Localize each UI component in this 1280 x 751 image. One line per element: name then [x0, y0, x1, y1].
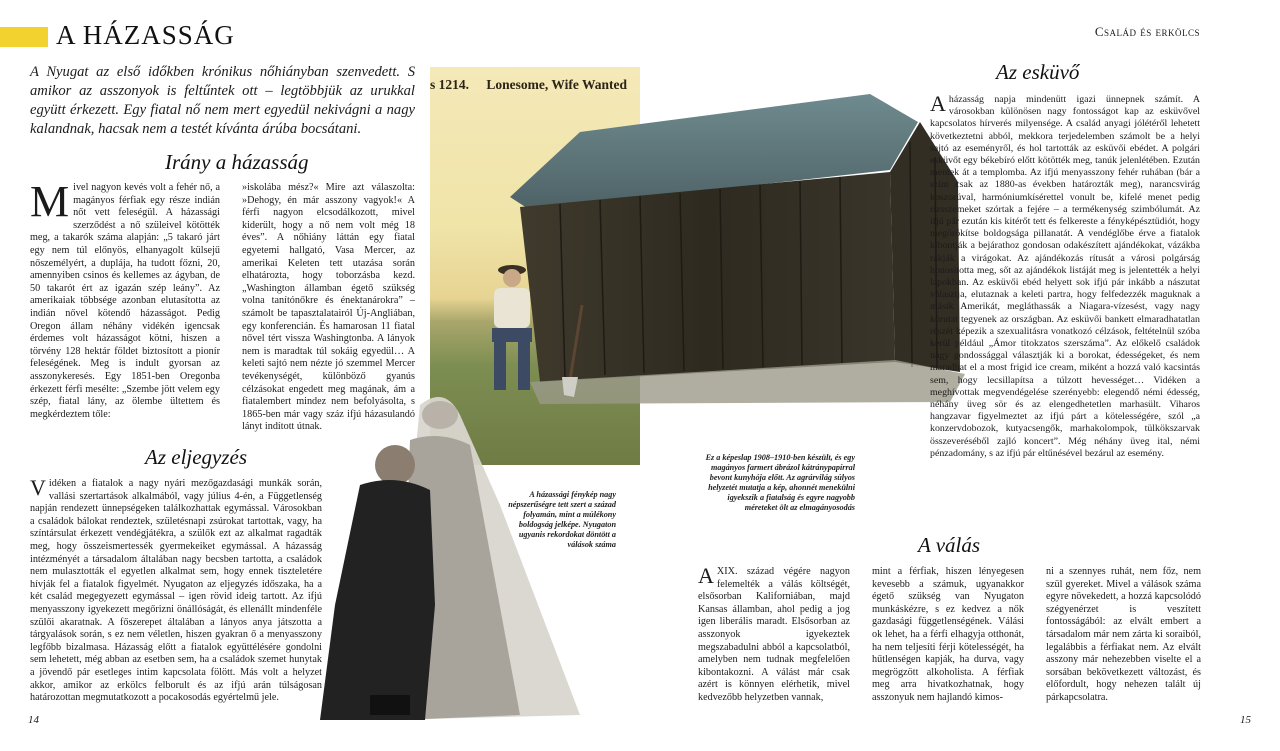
dropcap-m: M [30, 177, 70, 226]
valas-col-1-text: XIX. század végére nagyon felemelték a válás költségét, elsősorban Kaliforniában, majd Kansas államban, ahol pedig a jog igen liberális maradt. Elsősorban az asszonyok igyekeztek megszabadulni abból a kapcsolatból, amelyben nem tudnak megfelelően kibontakozni. A válást már csak azért is könnyen elérhetik, mivel kedvezőbb helyzetben vannak, [698, 566, 850, 703]
groom-head [375, 445, 415, 485]
section-label: Család és erkölcs [1094, 24, 1200, 39]
heading-eskuvo: Az esküvő [996, 60, 1080, 84]
eljegyzes-text [30, 475, 322, 705]
groom-suit [320, 480, 435, 720]
postcard-caption: Ez a képeslap 1908–1910-ben készült, és egy magányos farmert ábrázol kátránypapírral bevont kunyhója előtt. Az agrárvilág súlyos helyzetét mutatja a kép, ahonnét menekülni igyekszik a fiatalság és egyre nagyobb méreteket ölt az elmagányosodás [705, 453, 855, 512]
postcard-title: Lonesome, Wife Wanted [486, 77, 628, 92]
dropcap-a-valas: A [698, 563, 714, 588]
page-number-left: 14 [28, 714, 39, 726]
valas-col-2: mint a férfiak, hiszen lényegesen kevesebb a számuk, ugyanakkor égető szükség van Nyugaton munkáskézre, s ez kedvez a nők gazdasági függetlenségének. Válási ok lehet, ha a férfi elhagyja otthonát, ha nem teljesíti férji kötelességét, ha hűtlenségen kapják, ha durva, vagy megrögzött alkoholista. A férfiak meg arra hivatkozhatnak, hogy asszonyuk nem hajlandó kimos- [872, 566, 1024, 703]
couple-caption: A házassági fénykép nagy népszerűségre tett szert a század folyamán, mint a múlékony boldogság jelképe. Nyugaton ugyanis rekordokat döntött a válások száma [508, 490, 616, 549]
postcard-number: s 1214. [430, 77, 470, 92]
bride-head [422, 401, 458, 429]
eskuvo-text [930, 91, 1200, 460]
irany-col-1 [30, 177, 220, 421]
page-title: A HÁZASSÁG [56, 20, 235, 50]
eljegyzes-body: idéken a fiatalok a nagy nyári mezőgazdasági munkák során, vallási szertartások alkalmából, vagy július 4-én, a Függetlenség napján rendezett ünnepségeken találkozhattak egymással. Városokban a családok bálokat rendeztek, születésnapi zsúrokat tartottak, vagy, ha színtársulat érkezett vendégjátékra, a szülők ezt az alkalmat ragadták meg, hogy összeismertessék gyermekeiket egymással. A házasság intézményét a társadalom általában nagy becsben tartotta, a családok nem mulasztották el egyetlen alkalmat sem, hogy ennek tiszteletére hívják fel a fiatalok figyelmét. Nyugaton az eljegyzés időszaka, ha a két család megegyezett egymással – igen rövid ideig tartott. Az ifjú menyasszony igyekezett megőrizni önállóságát, és ellenállt mindenféle szülői akaratnak. A főszerepet általában a lányos anya játszotta a tárgyalások során, s ez nem véletlen, hiszen gyakran ő a menyasszony legfőbb bizalmasa. Házasság előtt a fiatalok együttélésére gondolni sem lehetett, még abban az esetben sem, ha a családok szemet hunytak a jövendő pár esetleges intim kapcsolata fölött. Más volt a helyzet akkor, amikor az erkölcs felborult és az ifjú arán túlságosan határozottan megmutatkozott a pocakosodás egyértelmű jele. [30, 478, 322, 704]
irany-col-1-text: ivel nagyon kevés volt a fehér nő, a magányos férfiak egy része indián nőt vett feleségül. A házassági szerződést a nő szüleivel kötötték meg, a takarók száma alapján: „5 takaró járt egy nem túl előnyös, elhanyagolt külsejű nőszemélyért, a duplája, ha tudott főzni, 20, amennyiben csinos és kellemes az ágyban, de 50 takarót ért az igazán szép leány”. Az amerikaiak többsége azonban elutasította az indián nővel kötendő házasságot. Pedig Oregon állam néhány vidékén igencsak érdemes volt házasságot kötni, hiszen a törvény 128 hektár földet biztosított a pionír feleségének. Meg is indult gyorsan az asszonykeresés. Egy 1851-ben Oregonba érkezett férfi mesélte: „Szembe jött velem egy szép, fiatal lány, az ölembe ültettem és megkérdeztem tőle: [30, 182, 220, 420]
heading-eljegyzes: Az eljegyzés [145, 445, 248, 469]
title-accent-bar [0, 27, 48, 47]
heading-irany: Irány a házasság [165, 150, 309, 174]
page-number-right: 15 [1240, 714, 1251, 726]
intro-paragraph: A Nyugat az első időkben krónikus nőhiányban szenvedett. S amikor az asszonyok is feltűntek ott – legtöbbjük az urukkal együtt érkezett. Egy fiatal nő nem mert egyedül nekivágni a nagy kalandnak, hacsak nem a testét kívánta árúba bocsátani. [30, 64, 415, 137]
heading-valas: A válás [918, 533, 981, 557]
dropcap-a-eskuvo: A [930, 91, 946, 116]
valas-col-3: ni a szennyes ruhát, nem főz, nem szül gyereket. Mivel a válások száma egyre növekedett, a hozzá kapcsolódó szégyenérzet is veszített fontosságából: az elvált embert a társadalom már nem zárta ki soraiból, legalábbis a férfiakat nem. Az elvált asszony már nehezebben viselte el a sorsában bekövetkezett változást, és előfordult, hogy nehezen talált új párkapcsolatra. [1046, 566, 1201, 703]
eskuvo-body: házasság napja mindenütt igazi ünnepnek számít. A városokban különösen nagy fontosságot kap az esküvővel kapcsolatos hírverés milyensége. A család anyagi jólétéről lehetett következtetni abból, mekkora terjedelemben számolt be a helyi sajtó az eseményről, és hol tartották az esküvői ebédet. A polgári esküvőt egy békebíró előtt kötötték meg, tanúk jelenlétében. Ezután mentek át a templomba. Az ifjú menyasszony fehér ruhában (bár a színt csak az 1880-as években határozták meg), narancsvirág koszorúval, harmóniumkísérettel vonult be, kifelé menet pedig rizsszemeket szórtak a fejére – a termékenység szimbólumát. Az ifjú pár ezután kis kitérőt tett és felkereste a fényképésztüdiót, hogy megörökítse boldogsága pillanatát. A vendéglőbe érve a fiatalok kibontják a bejárathoz gondosan odakészített ajándékokat, vázákba rakják a virágokat. Az ajándékozás rítusát a városi polgárság honosította meg, sőt az ajándékok listáját meg is jelentették a helyi lapokban. Az esküvői ebéd helyett sok ifjú pár inkább a nászutat választja, elutaznak a keleti partra, hogy felfedezzék maguknak a másik Amerikát, megláthassák a Niagara-vízesést, vagy nagy körutat tegyenek az országban. Az esküvői bankett elmaradhatatlan részét képezik a szexualitásra vonatkozó célzások, feltételnül szóba kerül például „Ámor titokzatos szerszáma”. Az előkelő családok nagy gondossággal választják ki a borokat, édességeket, és nem maradhat el a most frigid ice cream, miként a hozzá való kacsintás sem, hogy lecsillapítsa a túlzott hevességet… Vidéken a meghívottak megvendégelése szerényebb: elegendő némi édesség, néhány üveg sör és az elengedhetetlen marhasült. Viharos hangzavar figyelmeztet az ifjú párt a kötelességére, szól „a konzervdobozok, kutyacsengők, marhakolompok, tülkökszarvak összeveréséből zajló koncert”. Még néhány üveg ital, némi pénzadomány, s az ifjú pár eltűnésével bezárul az esemény. [930, 94, 1200, 459]
valas-col-1 [698, 563, 850, 705]
wedding-couple-photo [300, 385, 590, 735]
dropcap-v: V [30, 475, 46, 500]
farmer-figure [472, 262, 552, 397]
irany-col-2: »iskolába mész?« Mire azt válaszolta: »Dehogy, én már asszony vagyok!« A férfi nagyon elcsodálkozott, mivel kiderült, hogy a nő nem volt még 18 éves”. A nőhiány láttán egy fiatal egyetemi hallgató, Vasa Mercer, az amerikai Keleten tett utazása során elhatározta, hogy toborzásba kezd. „Washington államban égető szükség volna tanítónőkre és énektanárokra” – számolt be tapasztalatairól Új-Angliában, egy konferencián. És hamarosan 11 fiatal nővel tért vissza Washingtonba. A lányok nem is maradtak túl sokáig egyedül… A keleti sajtó nem nézte jó szemmel Mercer tevékenységét, különböző gyanús célzásokat engedett meg magának, ám a fiatalembert mindez nem befolyásolta, s 1865-ben már vagy száz ifjú házasulandó lányt indított útnak. [242, 182, 415, 433]
